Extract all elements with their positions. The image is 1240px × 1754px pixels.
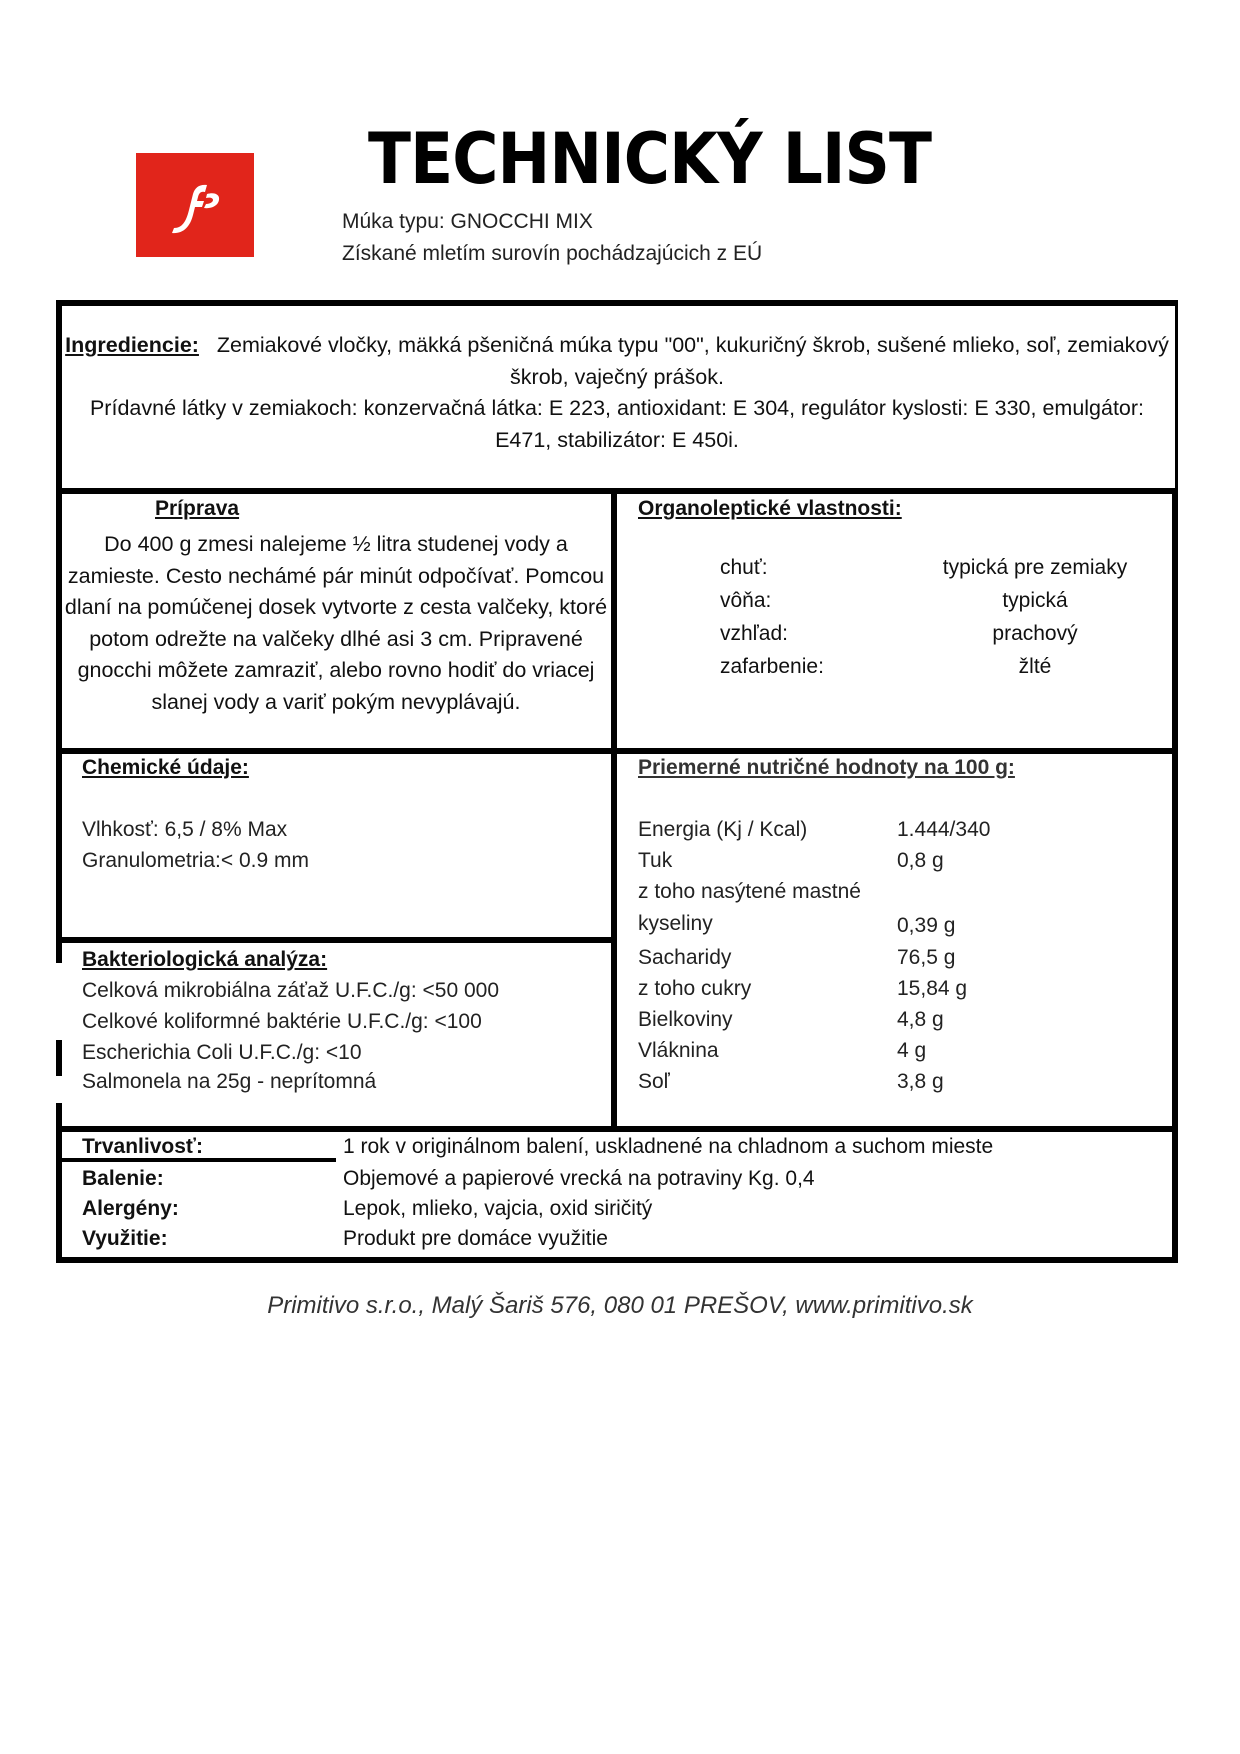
nutrition-key: z toho cukry <box>638 977 752 1000</box>
ingredients-section <box>60 330 1174 456</box>
product-type: Múka typu: GNOCCHI MIX <box>342 210 593 233</box>
primitivo-fp-logo-icon <box>160 170 230 240</box>
nutrition-key: z toho nasýtené mastné <box>638 880 861 903</box>
company-logo <box>136 153 254 257</box>
nutrition-key: Soľ <box>638 1070 670 1093</box>
bacteriology-line: Celková mikrobiálna záťaž U.F.C./g: <50 000 <box>82 979 499 1002</box>
nutrition-key: Bielkoviny <box>638 1008 733 1031</box>
nutrition-value: 3,8 g <box>897 1070 944 1093</box>
additives-text: Prídavné látky v zemiakoch: konzervačná látka: E 223, antioxidant: E 304, regulátor kyslosti: E 330, emulgátor: E471, stabilizátor: E 450i. <box>89 396 1145 452</box>
table-border-right <box>1172 490 1178 1263</box>
organoleptic-key: zafarbenie: <box>720 655 824 678</box>
bacteriology-line: Escherichia Coli U.F.C./g: <10 <box>82 1041 362 1064</box>
nutrition-value: 15,84 g <box>897 977 968 1000</box>
organoleptic-value: typická <box>1002 589 1068 612</box>
product-origin: Získané mletím surovín pochádzajúcich z EÚ <box>342 242 763 265</box>
detail-value-usage: Produkt pre domáce využitie <box>343 1227 608 1250</box>
row-divider-1 <box>56 488 1178 494</box>
chemical-line: Granulometria:< 0.9 mm <box>82 849 310 872</box>
row-divider-3 <box>56 1126 1178 1132</box>
nutrition-key: kyseliny <box>638 912 713 935</box>
nutrition-value: 76,5 g <box>897 946 956 969</box>
company-footer: Primitivo s.r.o., Malý Šariš 576, 080 01 PREŠOV, www.primitivo.sk <box>267 1292 973 1319</box>
nutrition-key: Energia (Kj / Kcal) <box>638 818 808 841</box>
organoleptic-value: typická pre zemiaky <box>942 556 1128 579</box>
preparation-title: Príprava <box>155 497 240 520</box>
table-border-bottom <box>56 1257 1178 1263</box>
detail-key-allergens: Alergény: <box>82 1197 179 1220</box>
ingredients-text: Zemiakové vločky, mäkká pšeničná múka typu "00", kukuričný škrob, sušené mlieko, soľ, zemiakový škrob, vaječný prášok. <box>216 333 1169 389</box>
nutrition-value: 1.444/340 <box>897 818 991 841</box>
organoleptic-value: prachový <box>992 622 1078 645</box>
organoleptic-key: vzhľad: <box>720 622 788 645</box>
organoleptic-title: Organoleptické vlastnosti: <box>638 497 902 520</box>
detail-value-packaging: Objemové a papierové vrecká na potraviny Kg. 0,4 <box>343 1167 815 1190</box>
organoleptic-value: žlté <box>1018 655 1052 678</box>
bacteriology-line: Celkové koliformné baktérie U.F.C./g: <100 <box>82 1010 482 1033</box>
row-divider-chem <box>56 937 613 943</box>
table-border-left-fragment <box>56 1040 62 1076</box>
organoleptic-key: chuť: <box>720 556 768 579</box>
preparation-text: Do 400 g zmesi nalejeme ½ litra studenej vody a zamieste. Cesto nechámé pár minút odpočívať. Pomcou dlaní na pomúčenej dosek vytvorte z cesta valčeky, ktoré potom odrežte na valčeky dlhé asi 3 cm. Pripravené gnocchi môžete zamraziť, alebo rovno hodiť do vriacej slanej vody a variť pokým nevyplávajú. <box>64 532 608 714</box>
detail-key-packaging: Balenie: <box>82 1167 164 1190</box>
ingredients-label: Ingrediencie: <box>65 333 199 357</box>
detail-key-shelf-life: Trvanlivosť: <box>82 1135 203 1158</box>
row-divider-2 <box>56 748 1178 754</box>
column-divider <box>611 490 617 1130</box>
bacteriology-title: Bakteriologická analýza: <box>82 948 328 971</box>
detail-value-allergens: Lepok, mlieko, vajcia, oxid siričitý <box>343 1197 653 1220</box>
nutrition-key: Tuk <box>638 849 673 872</box>
table-border-right-top <box>1175 300 1178 490</box>
organoleptic-key: vôňa: <box>720 589 772 612</box>
document-title: TECHNICKÝ LIST <box>368 118 932 200</box>
chemical-title: Chemické údaje: <box>82 756 249 779</box>
detail-value-shelf-life: 1 rok v originálnom balení, uskladnené na chladnom a suchom mieste <box>343 1135 994 1158</box>
nutrition-value: 0,8 g <box>897 849 944 872</box>
detail-key-usage: Využitie: <box>82 1227 168 1250</box>
nutrition-key: Sacharidy <box>638 946 732 969</box>
nutrition-value: 0,39 g <box>897 914 956 937</box>
chemical-line: Vlhkosť: 6,5 / 8% Max <box>82 818 288 841</box>
nutrition-key: Vláknina <box>638 1039 719 1062</box>
nutrition-value: 4,8 g <box>897 1008 944 1031</box>
table-border-top <box>56 300 1178 306</box>
bacteriology-line: Salmonela na 25g - neprítomná <box>82 1070 377 1093</box>
nutrition-title: Priemerné nutričné hodnoty na 100 g: <box>638 756 1015 779</box>
nutrition-value: 4 g <box>897 1039 927 1062</box>
